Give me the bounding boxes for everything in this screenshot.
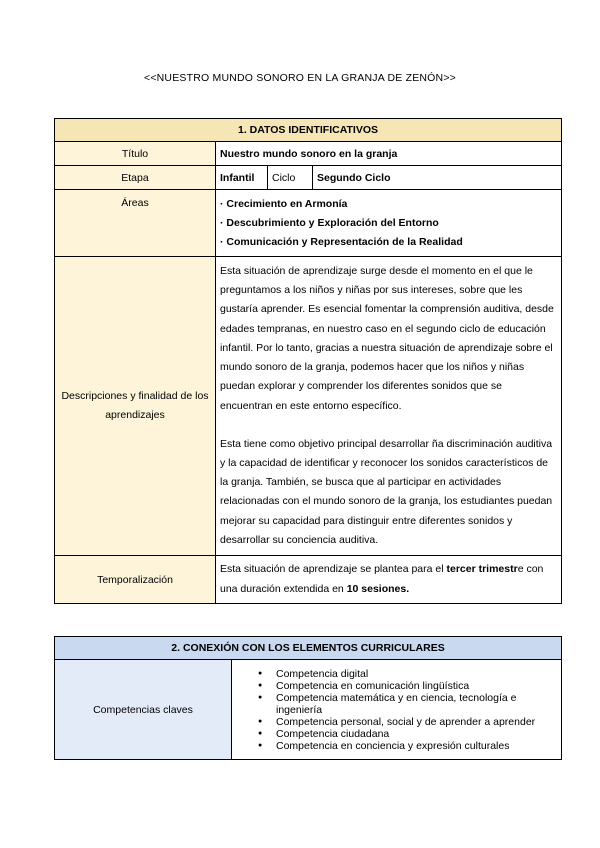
titulo-label: Título xyxy=(55,142,216,166)
areas-label: Áreas xyxy=(55,190,216,257)
temporalizacion-trimestre: tercer trimestr xyxy=(446,563,518,576)
datos-identificativos-table xyxy=(54,118,562,604)
etapa-value: Infantil xyxy=(216,166,268,190)
descripcion-text xyxy=(216,257,562,556)
descripcion-label: Descripciones y finalidad de los aprendizajes xyxy=(55,257,216,556)
descripcion-paragraph-2: Esta tiene como objetivo principal desarrollar ña discriminación auditiva y la capacidad de identificar y reconocer los sonidos característicos de la granja. También, se busca que al participar en actividades relacionadas con el mundo sonoro de la granja, los estudiantes puedan mejorar su capacidad para distinguir entre diferentes sonidos y desarrollar su conciencia auditiva. xyxy=(220,437,553,546)
titulo-value: Nuestro mundo sonoro en la granja xyxy=(216,142,562,166)
document-title: <<NUESTRO MUNDO SONORO EN LA GRANJA DE ZENÓN>> xyxy=(143,72,456,84)
conexion-curricular-table xyxy=(54,636,562,760)
ciclo-label: Ciclo xyxy=(268,166,313,190)
competencia-item: ● Competencia personal, social y de aprender a aprender xyxy=(258,716,557,728)
competencia-item: ● Competencia ciudadana xyxy=(258,728,557,740)
descripcion-paragraph-1: Esta situación de aprendizaje surge desde el momento en el que le preguntamos a los niños y niñas por sus intereses, sobre que les gustaría aprender. Es esencial fomentar la comprensión auditiva, desde edades tempranas, en nuestro caso en el segundo ciclo de educación infantil. Por lo tanto, gracias a nuestra situación de aprendizaje sobre el mundo sonoro de la granja, podemos hacer que los niños y niñas puedan explorar y comprender los diferentes sonidos que se encuentran en este entorno específico. xyxy=(220,265,554,412)
competencia-item: ● Competencia digital xyxy=(258,668,557,680)
temporalizacion-pre: Esta situación de aprendizaje se plantea para el xyxy=(220,563,447,576)
area-item: · Crecimiento en Armonía xyxy=(220,197,348,210)
section2-heading: 2. CONEXIÓN CON LOS ELEMENTOS CURRICULARES xyxy=(55,637,562,660)
areas-list xyxy=(216,190,562,257)
competencias-list xyxy=(236,666,557,754)
competencias-label: Competencias claves xyxy=(55,660,232,760)
temporalizacion-label: Temporalización xyxy=(55,556,216,604)
area-item: · Comunicación y Representación de la Realidad xyxy=(220,235,463,248)
etapa-label: Etapa xyxy=(55,166,216,190)
area-item: · Descubrimiento y Exploración del Entorno xyxy=(220,216,439,229)
competencia-item: ● Competencia en conciencia y expresión culturales xyxy=(258,740,557,752)
ciclo-value: Segundo Ciclo xyxy=(313,166,562,190)
temporalizacion-mid: e con una duración extendida en xyxy=(220,563,544,595)
section1-heading: 1. DATOS IDENTIFICATIVOS xyxy=(55,119,562,142)
competencias-cell xyxy=(232,660,562,760)
temporalizacion-text xyxy=(216,556,562,604)
competencia-item: ● Competencia matemática y en ciencia, tecnología e ingeniería xyxy=(258,692,557,716)
temporalizacion-sesiones: 10 sesiones. xyxy=(346,582,410,595)
competencia-item: ● Competencia en comunicación lingüística xyxy=(258,680,557,692)
